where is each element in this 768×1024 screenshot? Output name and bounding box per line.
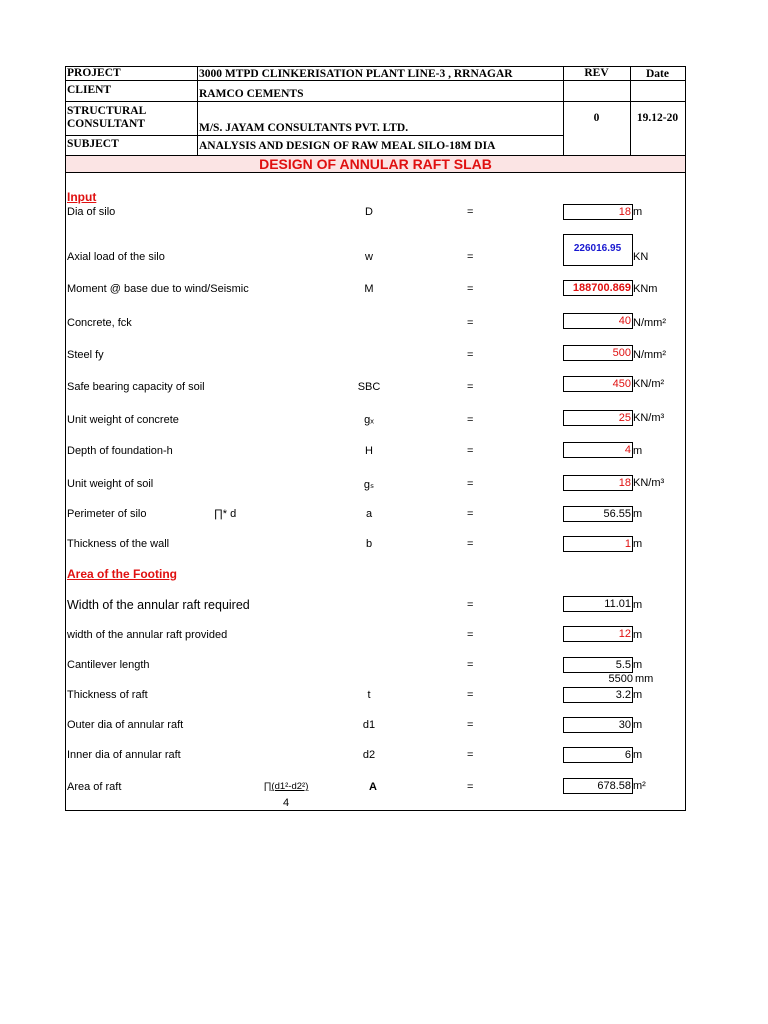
header-rule [66,135,563,136]
value-cell: 500 [563,345,633,361]
row-label: Outer dia of annular raft [67,719,184,731]
value-cell: 450 [563,376,633,392]
value-cell: 5.5 [563,657,633,673]
area-formula-numerator: ∏(d1²-d2²) [263,781,309,792]
value-cell: 1 [563,536,633,552]
row-symbol: H [365,445,373,457]
row-label: Steel fy [67,349,104,361]
cantilever-mm-unit: mm [635,673,654,685]
value-cell: 678.58 [563,778,633,794]
row-unit: KN/m³ [633,412,665,424]
row-unit: m [633,445,643,457]
value-cell: 6 [563,747,633,763]
client-value: RAMCO CEMENTS [199,88,304,100]
header-rule [66,101,685,102]
equals-sign: = [467,508,474,520]
date-value: 19.12-20 [636,112,679,124]
equals-sign: = [467,445,474,457]
row-symbol: b [365,538,373,550]
row-symbol: M [364,283,374,295]
row-label: Concrete, fck [67,317,132,329]
row-symbol: D [365,206,373,218]
project-label: PROJECT [67,67,121,79]
value-cell: 11.01 [563,596,633,612]
value-cell: 3.2 [563,687,633,703]
row-unit: m [633,689,643,701]
row-formula: ∏* d [213,508,237,520]
value-cell: 4 [563,442,633,458]
row-label: Unit weight of concrete [67,414,179,426]
row-unit: m² [633,780,646,792]
equals-sign: = [467,206,474,218]
sheet-title: DESIGN OF ANNULAR RAFT SLAB [66,155,685,173]
value-cell: 56.55 [563,506,633,522]
row-symbol: t [367,689,371,701]
row-label: Area of raft [67,781,122,793]
equals-sign: = [467,317,474,329]
row-symbol: w [365,251,373,263]
equals-sign: = [467,414,474,426]
value-cell: 40 [563,313,633,329]
client-label: CLIENT [67,84,112,96]
row-label: Unit weight of soil [67,478,154,490]
rev-label: REV [584,67,609,79]
row-unit: m [633,599,643,611]
row-unit: KNm [633,283,658,295]
subject-value: ANALYSIS AND DESIGN OF RAW MEAL SILO-18M DIA [199,140,496,152]
row-label: Safe bearing capacity of soil [67,381,205,393]
row-symbol: gₛ [363,479,375,491]
row-unit: KN [633,251,649,263]
row-label: Axial load of the silo [67,251,165,263]
cantilever-mm-value: 5500 [608,673,633,685]
row-unit: m [633,629,643,641]
equals-sign: = [467,349,474,361]
consultant-label-1: STRUCTURAL [67,105,147,117]
row-label: Thickness of the wall [67,538,170,550]
row-symbol: d1 [362,719,376,731]
rev-value: 0 [593,112,600,124]
equals-sign: = [467,689,474,701]
row-label: Dia of silo [67,206,116,218]
row-unit: m [633,538,643,550]
row-unit: KN/m² [633,378,665,390]
equals-sign: = [467,659,474,671]
equals-sign: = [467,251,474,263]
subject-label: SUBJECT [67,138,119,150]
consultant-label-2: CONSULTANT [67,118,145,130]
row-unit: m [633,206,643,218]
row-symbol: A [369,781,377,793]
value-cell: 25 [563,410,633,426]
row-label: Depth of foundation-h [67,445,173,457]
equals-sign: = [467,749,474,761]
calculation-sheet [65,66,686,811]
equals-sign: = [467,478,474,490]
equals-sign: = [467,781,474,793]
section-input: Input [67,190,97,204]
row-label: Cantilever length [67,659,150,671]
value-cell: 12 [563,626,633,642]
equals-sign: = [467,629,474,641]
equals-sign: = [467,283,474,295]
row-unit: m [633,508,643,520]
project-value: 3000 MTPD CLINKERISATION PLANT LINE-3 , RRNAGAR [199,68,513,80]
consultant-value: M/S. JAYAM CONSULTANTS PVT. LTD. [199,122,409,134]
date-label: Date [646,68,669,80]
value-cell: 188700.869 [563,280,633,296]
header-divider [197,67,198,155]
row-unit: KN/m³ [633,477,665,489]
row-symbol: d2 [362,749,376,761]
row-label: Perimeter of silo [67,508,147,520]
row-unit: N/mm² [633,317,666,329]
row-unit: m [633,659,643,671]
row-label: Moment @ base due to wind/Seismic [67,283,249,295]
equals-sign: = [467,538,474,550]
row-label: width of the annular raft provided [67,629,228,641]
value-cell: 18 [563,204,633,220]
row-unit: m [633,719,643,731]
equals-sign: = [467,381,474,393]
row-symbol: SBC [357,381,381,393]
equals-sign: = [467,599,474,611]
equals-sign: = [467,719,474,731]
row-label: Inner dia of annular raft [67,749,181,761]
value-cell: 30 [563,717,633,733]
row-label: Thickness of raft [67,689,148,701]
value-cell: 18 [563,475,633,491]
row-symbol: a [365,508,373,520]
row-symbol: gₓ [364,414,374,426]
value-cell: 226016.95 [563,234,633,266]
row-label: Width of the annular raft required [67,598,250,612]
section-area-of-footing: Area of the Footing [67,567,177,581]
area-formula-denominator: 4 [282,797,290,809]
row-unit: m [633,749,643,761]
row-unit: N/mm² [633,349,666,361]
